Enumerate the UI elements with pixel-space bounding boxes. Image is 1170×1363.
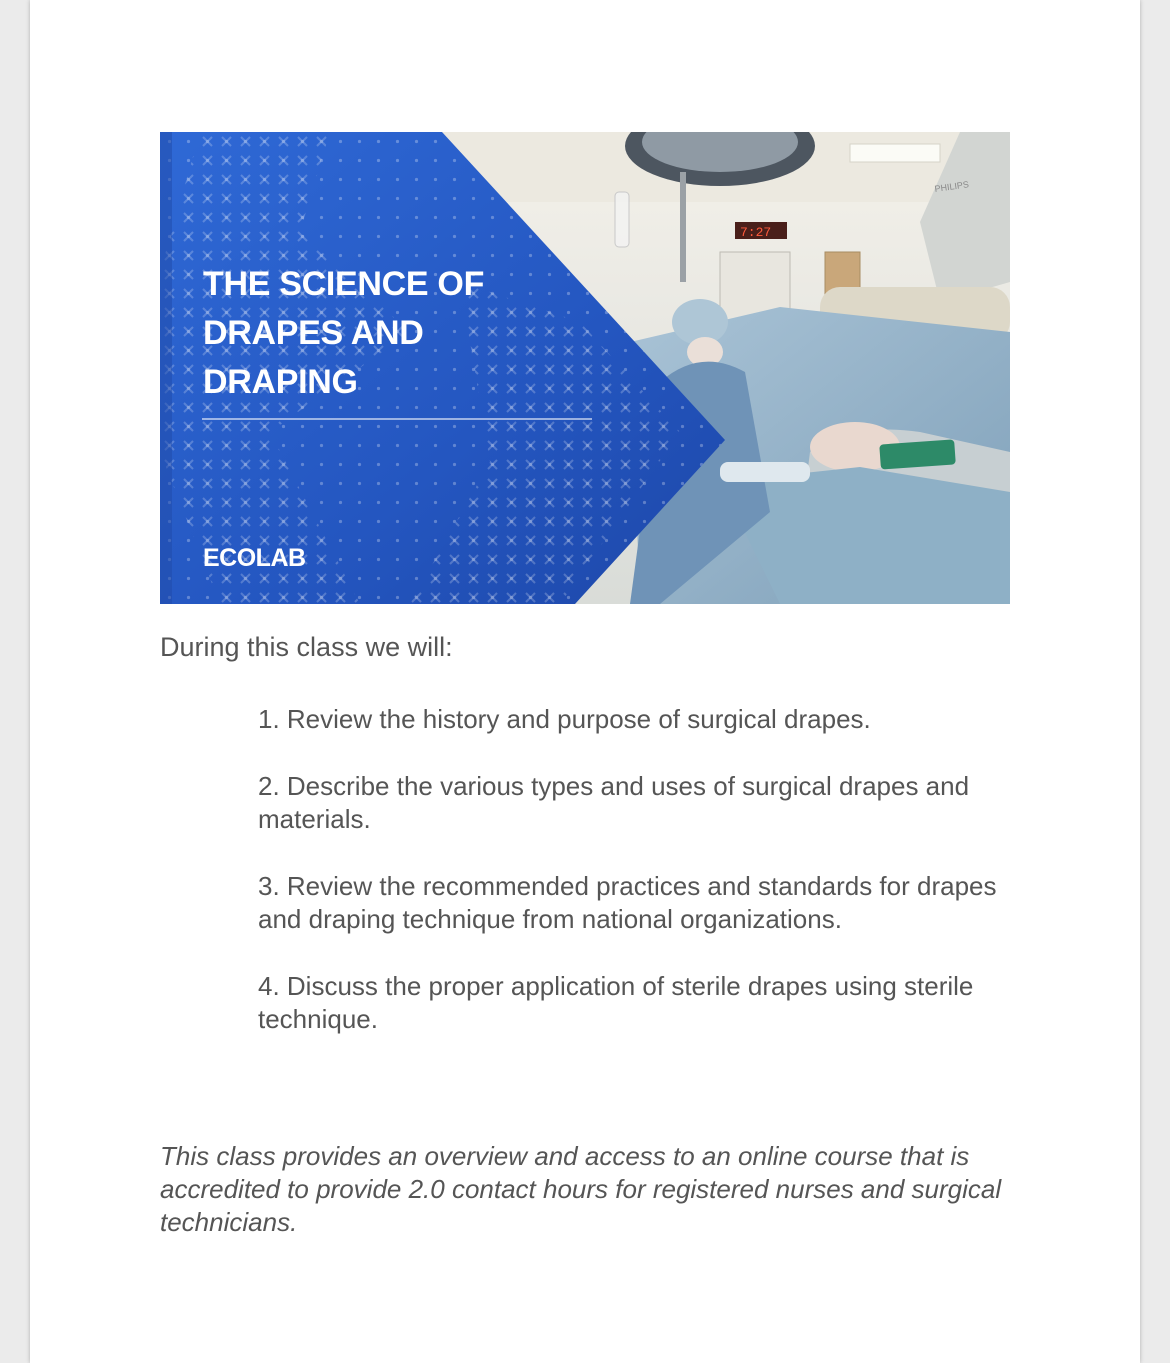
objective-item: 3. Review the recommended practices and standards for drapes and draping technique from national organizations.: [258, 871, 997, 934]
equipment-brand-label: PHILIPS: [933, 179, 970, 194]
course-banner-image: [160, 132, 1010, 604]
banner-title-line: THE SCIENCE OF: [203, 265, 485, 303]
banner-title-line: DRAPES AND: [203, 314, 424, 352]
objective-item: 4. Discuss the proper application of sterile drapes using sterile technique.: [258, 971, 974, 1034]
banner-title: [203, 260, 603, 407]
objective-item: 2. Describe the various types and uses of surgical drapes and materials.: [258, 771, 970, 834]
document-page: [30, 0, 1140, 1363]
wall-clock-display: 7:27: [740, 225, 772, 240]
ecolab-logo: ECOLAB: [203, 544, 306, 572]
banner-title-line: DRAPING: [203, 363, 358, 401]
banner-divider: [202, 418, 592, 420]
intro-text: During this class we will:: [160, 632, 453, 662]
accreditation-note: This class provides an overview and access to an online course that is accredited to provide 2.0 contact hours for registered nurses and surgical technicians.: [160, 1141, 1002, 1237]
objectives-list: [258, 703, 1028, 1070]
objective-item: 1. Review the history and purpose of surgical drapes.: [258, 704, 871, 734]
